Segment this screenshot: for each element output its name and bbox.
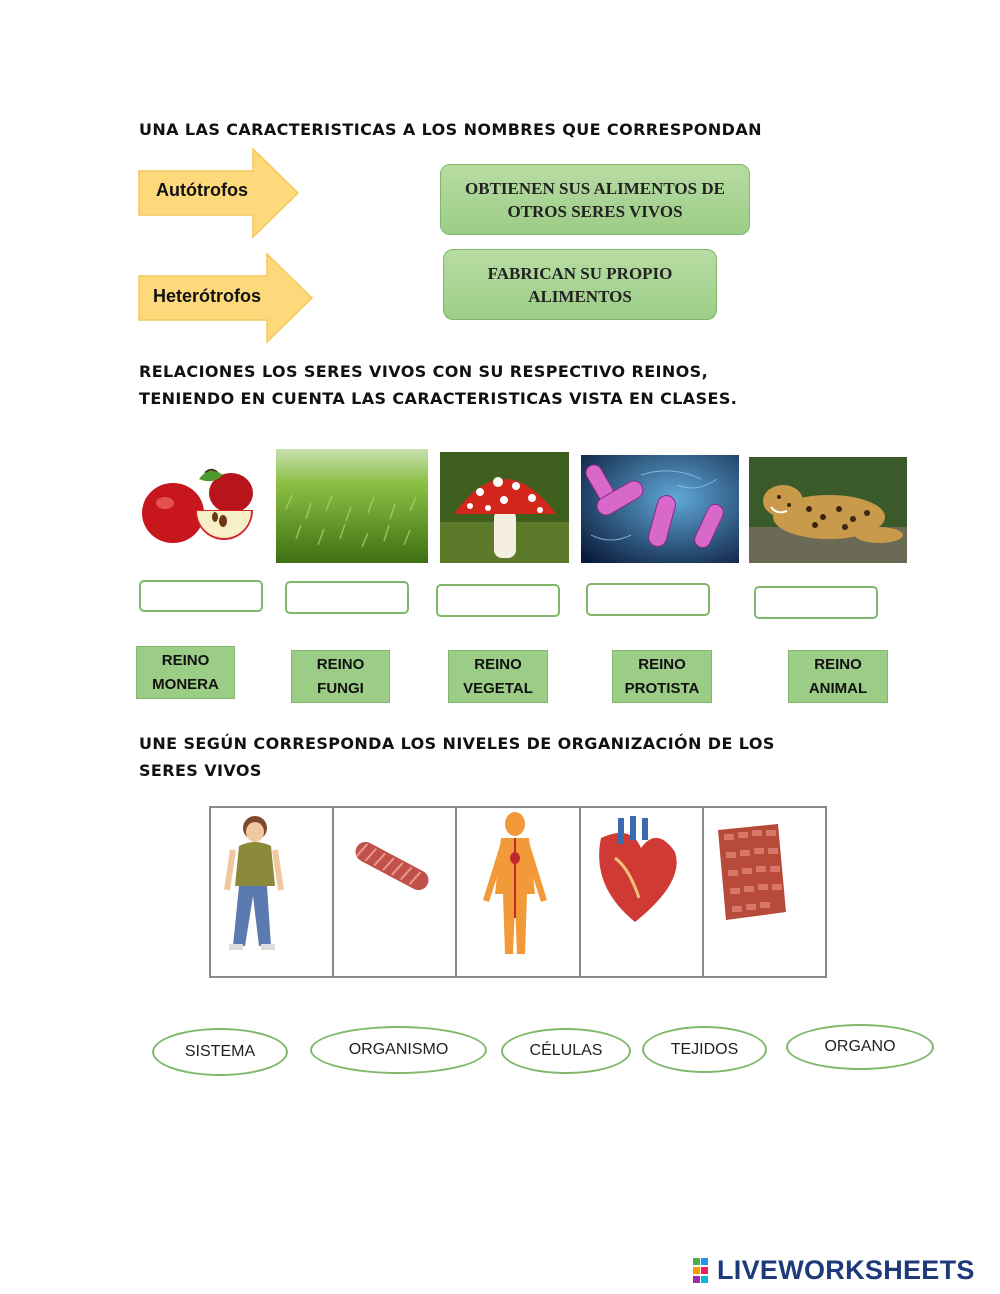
reino-monera-line2: MONERA: [152, 675, 219, 693]
muscle-fiber-icon: [334, 808, 454, 976]
section1-heading: UNA LAS CARACTERISTICAS A LOS NOMBRES QUE CORRESPONDAN: [139, 120, 762, 139]
bacteria-image: [581, 455, 739, 563]
answer-box-jaguar[interactable]: [754, 586, 878, 619]
definition-autotrofos[interactable]: FABRICAN SU PROPIO ALIMENTOS: [443, 249, 717, 320]
label-heterotrofos[interactable]: Heterótrofos: [153, 286, 262, 306]
mushroom-image: [440, 452, 569, 563]
reino-protista-line1: REINO: [638, 655, 686, 673]
answer-box-mushroom[interactable]: [436, 584, 560, 617]
option-sistema[interactable]: SISTEMA: [152, 1028, 288, 1076]
reino-vegetal[interactable]: [448, 650, 548, 703]
liveworksheets-logo-icon: [693, 1258, 717, 1284]
answer-box-bacteria[interactable]: [586, 583, 710, 616]
reino-fungi-line2: FUNGI: [317, 679, 364, 697]
cell-muscle-fiber: [334, 808, 457, 976]
reino-vegetal-line1: REINO: [474, 655, 522, 673]
answer-box-moss[interactable]: [285, 581, 409, 614]
moss-image: [276, 449, 428, 563]
tissue-icon: [704, 808, 824, 976]
jaguar-image: [749, 457, 907, 563]
section2-heading-line2: TENIENDO EN CUENTA LAS CARACTERISTICAS VISTA EN CLASES.: [139, 389, 738, 408]
apple-image: [139, 465, 257, 551]
organization-levels-grid: [209, 806, 827, 978]
option-celulas[interactable]: CÉLULAS: [501, 1028, 631, 1074]
reino-protista-line2: PROTISTA: [624, 679, 700, 697]
answer-box-apple[interactable]: [139, 580, 263, 612]
label-autotrofos[interactable]: Autótrofos: [156, 180, 248, 200]
section3-heading: [139, 730, 775, 784]
liveworksheets-logo-text: LIVEWORKSHEETS: [717, 1255, 975, 1285]
option-organo[interactable]: ORGANO: [786, 1024, 934, 1070]
reino-fungi-line1: REINO: [316, 655, 365, 673]
reino-animal-line2: ANIMAL: [808, 679, 868, 697]
reino-monera-line1: REINO: [161, 651, 210, 669]
reino-vegetal-line2: VEGETAL: [463, 679, 533, 697]
section3-heading-line2: SERES VIVOS: [139, 761, 262, 780]
definition-heterotrofos[interactable]: OBTIENEN SUS ALIMENTOS DE OTROS SERES VIVOS: [440, 164, 750, 235]
liveworksheets-logo: [693, 1255, 975, 1286]
section3-heading-line1: UNE SEGÚN CORRESPONDA LOS NIVELES DE ORGANIZACIÓN DE LOS: [139, 734, 775, 753]
reino-monera[interactable]: [136, 646, 235, 699]
person-image: [211, 808, 331, 976]
reino-animal[interactable]: [788, 650, 888, 703]
cell-tissue: [704, 808, 825, 976]
option-tejidos[interactable]: TEJIDOS: [642, 1026, 767, 1073]
heart-icon: [581, 808, 701, 976]
human-body-system-icon: [457, 808, 577, 976]
reino-protista[interactable]: [612, 650, 712, 703]
section2-heading-line1: RELACIONES LOS SERES VIVOS CON SU RESPECTIVO REINOS,: [139, 362, 709, 381]
reino-fungi[interactable]: [291, 650, 390, 703]
cell-human-body-system: [457, 808, 580, 976]
option-organismo[interactable]: ORGANISMO: [310, 1026, 487, 1074]
cell-person: [211, 808, 334, 976]
reino-animal-line1: REINO: [814, 655, 862, 673]
cell-heart: [581, 808, 704, 976]
section2-heading: [139, 358, 737, 412]
